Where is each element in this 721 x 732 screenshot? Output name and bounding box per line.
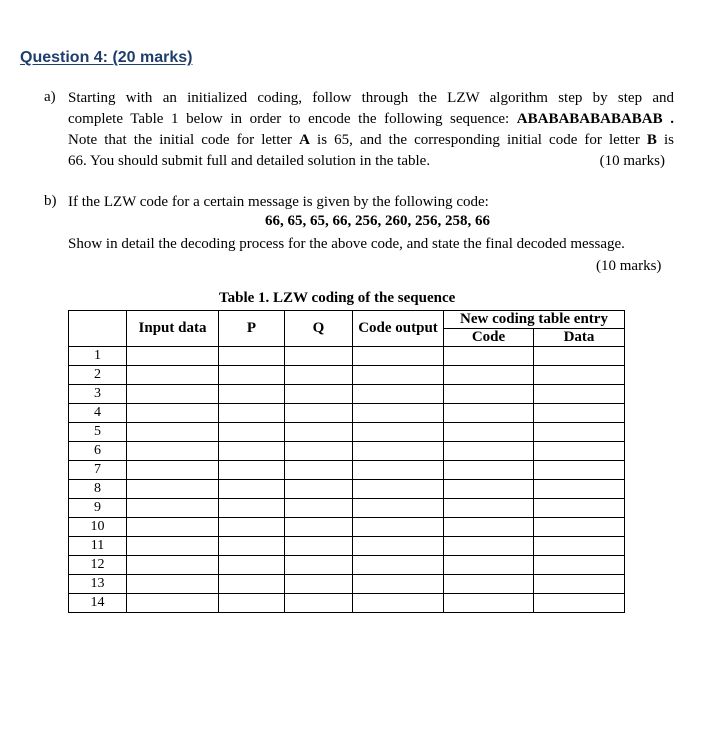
q-cell[interactable] [285, 594, 353, 613]
p-cell[interactable] [219, 347, 285, 366]
part-b-marker: b) [44, 193, 57, 209]
input-data-cell[interactable] [127, 442, 219, 461]
code-output-cell[interactable] [353, 385, 444, 404]
new-data-cell[interactable] [534, 442, 625, 461]
p-cell[interactable] [219, 594, 285, 613]
new-data-cell[interactable] [534, 385, 625, 404]
code-output-cell[interactable] [353, 404, 444, 423]
p-cell[interactable] [219, 461, 285, 480]
table-row [69, 499, 625, 518]
code-output-cell[interactable] [353, 518, 444, 537]
new-code-cell[interactable] [444, 442, 534, 461]
q-cell[interactable] [285, 385, 353, 404]
new-code-cell[interactable] [444, 366, 534, 385]
part-a-line-3-mid: is 65, and the corresponding initial code for letter [309, 132, 647, 148]
p-cell[interactable] [219, 442, 285, 461]
part-a-line-4-text: 66. You should submit full and detailed solution in the table. [68, 153, 431, 169]
new-code-cell[interactable] [444, 499, 534, 518]
code-output-cell[interactable] [353, 366, 444, 385]
p-cell[interactable] [219, 404, 285, 423]
input-data-cell[interactable] [127, 461, 219, 480]
code-output-cell[interactable] [353, 442, 444, 461]
input-data-cell[interactable] [127, 480, 219, 499]
q-cell[interactable] [285, 347, 353, 366]
p-cell[interactable] [219, 385, 285, 404]
input-data-cell[interactable] [127, 404, 219, 423]
input-data-cell[interactable] [127, 423, 219, 442]
part-a-marker: a) [44, 89, 56, 105]
code-output-cell[interactable] [353, 594, 444, 613]
header-new-entry: New coding table entry [444, 311, 625, 329]
part-a-line-1: Starting with an initialized coding, follow through the LZW algorithm step by step and [68, 90, 674, 106]
table-row [69, 366, 625, 385]
input-data-cell[interactable] [127, 385, 219, 404]
header-input-data: Input data [127, 311, 219, 347]
q-cell[interactable] [285, 366, 353, 385]
part-a-line-3 [68, 130, 674, 151]
part-a-line-2-text: complete Table 1 below in order to encode the following sequence: [68, 111, 510, 127]
p-cell[interactable] [219, 518, 285, 537]
row-number: 5 [69, 423, 127, 442]
part-a-text [68, 88, 674, 172]
new-code-cell[interactable] [444, 518, 534, 537]
input-data-cell[interactable] [127, 499, 219, 518]
row-number: 4 [69, 404, 127, 423]
letter-a: A [299, 132, 310, 148]
new-data-cell[interactable] [534, 556, 625, 575]
input-data-cell[interactable] [127, 575, 219, 594]
row-number: 9 [69, 499, 127, 518]
p-cell[interactable] [219, 537, 285, 556]
p-cell[interactable] [219, 366, 285, 385]
part-a-marks: (10 marks) [599, 153, 665, 169]
input-data-cell[interactable] [127, 594, 219, 613]
new-code-cell[interactable] [444, 594, 534, 613]
new-data-cell[interactable] [534, 404, 625, 423]
table-row [69, 423, 625, 442]
table-row [69, 537, 625, 556]
new-data-cell[interactable] [534, 347, 625, 366]
header-code: Code [444, 329, 534, 347]
q-cell[interactable] [285, 499, 353, 518]
input-data-cell[interactable] [127, 537, 219, 556]
new-data-cell[interactable] [534, 575, 625, 594]
header-code-output: Code output [353, 311, 444, 347]
new-data-cell[interactable] [534, 499, 625, 518]
part-a-line-3-end: is [656, 132, 674, 148]
q-cell[interactable] [285, 537, 353, 556]
new-data-cell[interactable] [534, 366, 625, 385]
q-cell[interactable] [285, 423, 353, 442]
letter-b: B [646, 132, 657, 148]
code-output-cell[interactable] [353, 480, 444, 499]
new-code-cell[interactable] [444, 423, 534, 442]
new-code-cell[interactable] [444, 480, 534, 499]
q-cell[interactable] [285, 518, 353, 537]
row-number: 8 [69, 480, 127, 499]
row-number: 2 [69, 366, 127, 385]
input-data-cell[interactable] [127, 347, 219, 366]
code-output-cell[interactable] [353, 347, 444, 366]
new-code-cell[interactable] [444, 461, 534, 480]
row-number: 6 [69, 442, 127, 461]
table-row [69, 480, 625, 499]
table-row [69, 518, 625, 537]
row-number: 12 [69, 556, 127, 575]
p-cell[interactable] [219, 575, 285, 594]
p-cell[interactable] [219, 499, 285, 518]
table-row [69, 461, 625, 480]
row-number: 10 [69, 518, 127, 537]
new-code-cell[interactable] [444, 347, 534, 366]
header-p: P [219, 311, 285, 347]
q-cell[interactable] [285, 575, 353, 594]
new-data-cell[interactable] [534, 461, 625, 480]
new-data-cell[interactable] [534, 518, 625, 537]
code-output-cell[interactable] [353, 537, 444, 556]
q-cell[interactable] [285, 556, 353, 575]
table-row [69, 442, 625, 461]
new-code-cell[interactable] [444, 575, 534, 594]
code-output-cell[interactable] [353, 499, 444, 518]
row-number: 13 [69, 575, 127, 594]
table-row [69, 347, 625, 366]
table-row [69, 594, 625, 613]
part-a-line-2 [68, 109, 674, 130]
input-data-cell[interactable] [127, 518, 219, 537]
table-row [69, 404, 625, 423]
new-code-cell[interactable] [444, 404, 534, 423]
new-data-cell[interactable] [534, 423, 625, 442]
table-row [69, 385, 625, 404]
code-output-cell[interactable] [353, 461, 444, 480]
row-number: 3 [69, 385, 127, 404]
table-row [69, 575, 625, 594]
new-code-cell[interactable] [444, 556, 534, 575]
input-data-cell[interactable] [127, 366, 219, 385]
p-cell[interactable] [219, 556, 285, 575]
input-data-cell[interactable] [127, 556, 219, 575]
lzw-table [68, 310, 625, 613]
sequence-text: ABABABABABABAB . [516, 111, 674, 127]
part-a-line-4 [68, 151, 674, 172]
part-a-line-3-text: Note that the initial code for letter [68, 132, 293, 148]
new-code-cell[interactable] [444, 385, 534, 404]
row-number: 7 [69, 461, 127, 480]
new-code-cell[interactable] [444, 537, 534, 556]
lzw-code-sequence: 66, 65, 65, 66, 256, 260, 256, 258, 66 [265, 213, 490, 229]
table-caption: Table 1. LZW coding of the sequence [219, 290, 456, 306]
header-q: Q [285, 311, 353, 347]
table-row [69, 556, 625, 575]
row-number: 1 [69, 347, 127, 366]
q-cell[interactable] [285, 442, 353, 461]
p-cell[interactable] [219, 480, 285, 499]
new-data-cell[interactable] [534, 480, 625, 499]
part-b-marks: (10 marks) [596, 258, 662, 274]
p-cell[interactable] [219, 423, 285, 442]
row-number: 11 [69, 537, 127, 556]
code-output-cell[interactable] [353, 575, 444, 594]
question-title: Question 4: (20 marks) [20, 49, 193, 66]
header-data: Data [534, 329, 625, 347]
new-data-cell[interactable] [534, 537, 625, 556]
q-cell[interactable] [285, 404, 353, 423]
part-b-line-2: Show in detail the decoding process for the above code, and state the final decoded message. [68, 236, 625, 252]
new-data-cell[interactable] [534, 594, 625, 613]
part-b-line-1: If the LZW code for a certain message is given by the following code: [68, 194, 489, 210]
row-number: 14 [69, 594, 127, 613]
header-row-number [69, 311, 127, 347]
code-output-cell[interactable] [353, 423, 444, 442]
q-cell[interactable] [285, 461, 353, 480]
q-cell[interactable] [285, 480, 353, 499]
code-output-cell[interactable] [353, 556, 444, 575]
